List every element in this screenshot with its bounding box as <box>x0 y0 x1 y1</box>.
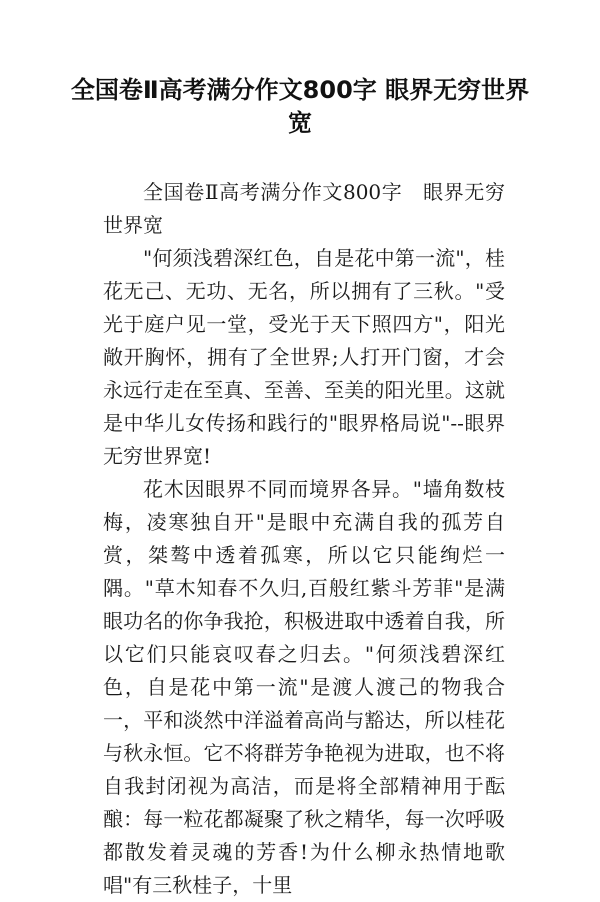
paragraph-subtitle: 全国卷Ⅱ高考满分作文800字 眼界无穷世界宽 <box>103 180 505 237</box>
paragraph-flowers: 花木因眼界不同而境界各异。"墙角数枝梅，凌寒独自开"是眼中充满自我的孤芳自赏，桀骜中透着孤寒，所以它只能绚烂一隅。"草木知春不久归,百般红紫斗芳菲"是满眼功名的你争我抢，积极进取中透着自我，所以它们只能哀叹春之归去。"何须浅碧深红色，自是花中第一流"是渡人渡己的物我合一，平和淡然中洋溢着高尚与豁达，所以桂花与秋永恒。它不将群芳争艳视为进取，也不将自我封闭视为高洁，而是将全部精神用于酝酿：每一粒花都凝聚了秋之精华，每一次呼吸都散发着灵魂的芳香!为什么柳永热情地歌唱"有三秋桂子，十里 <box>103 477 505 897</box>
paragraph-intro: "何须浅碧深红色，自是花中第一流"，桂花无己、无功、无名，所以拥有了三秋。"受光于庭户见一堂，受光于天下照四方"，阳光敞开胸怀，拥有了全世界;人打开门窗，才会永远行走在至真、至善、至美的阳光里。这就是中华儿女传扬和践行的"眼界格局说"--眼界无穷世界宽! <box>103 246 505 468</box>
document-body <box>103 176 505 902</box>
document-title: 全国卷Ⅱ高考满分作文800字 眼界无穷世界宽 <box>70 76 530 137</box>
